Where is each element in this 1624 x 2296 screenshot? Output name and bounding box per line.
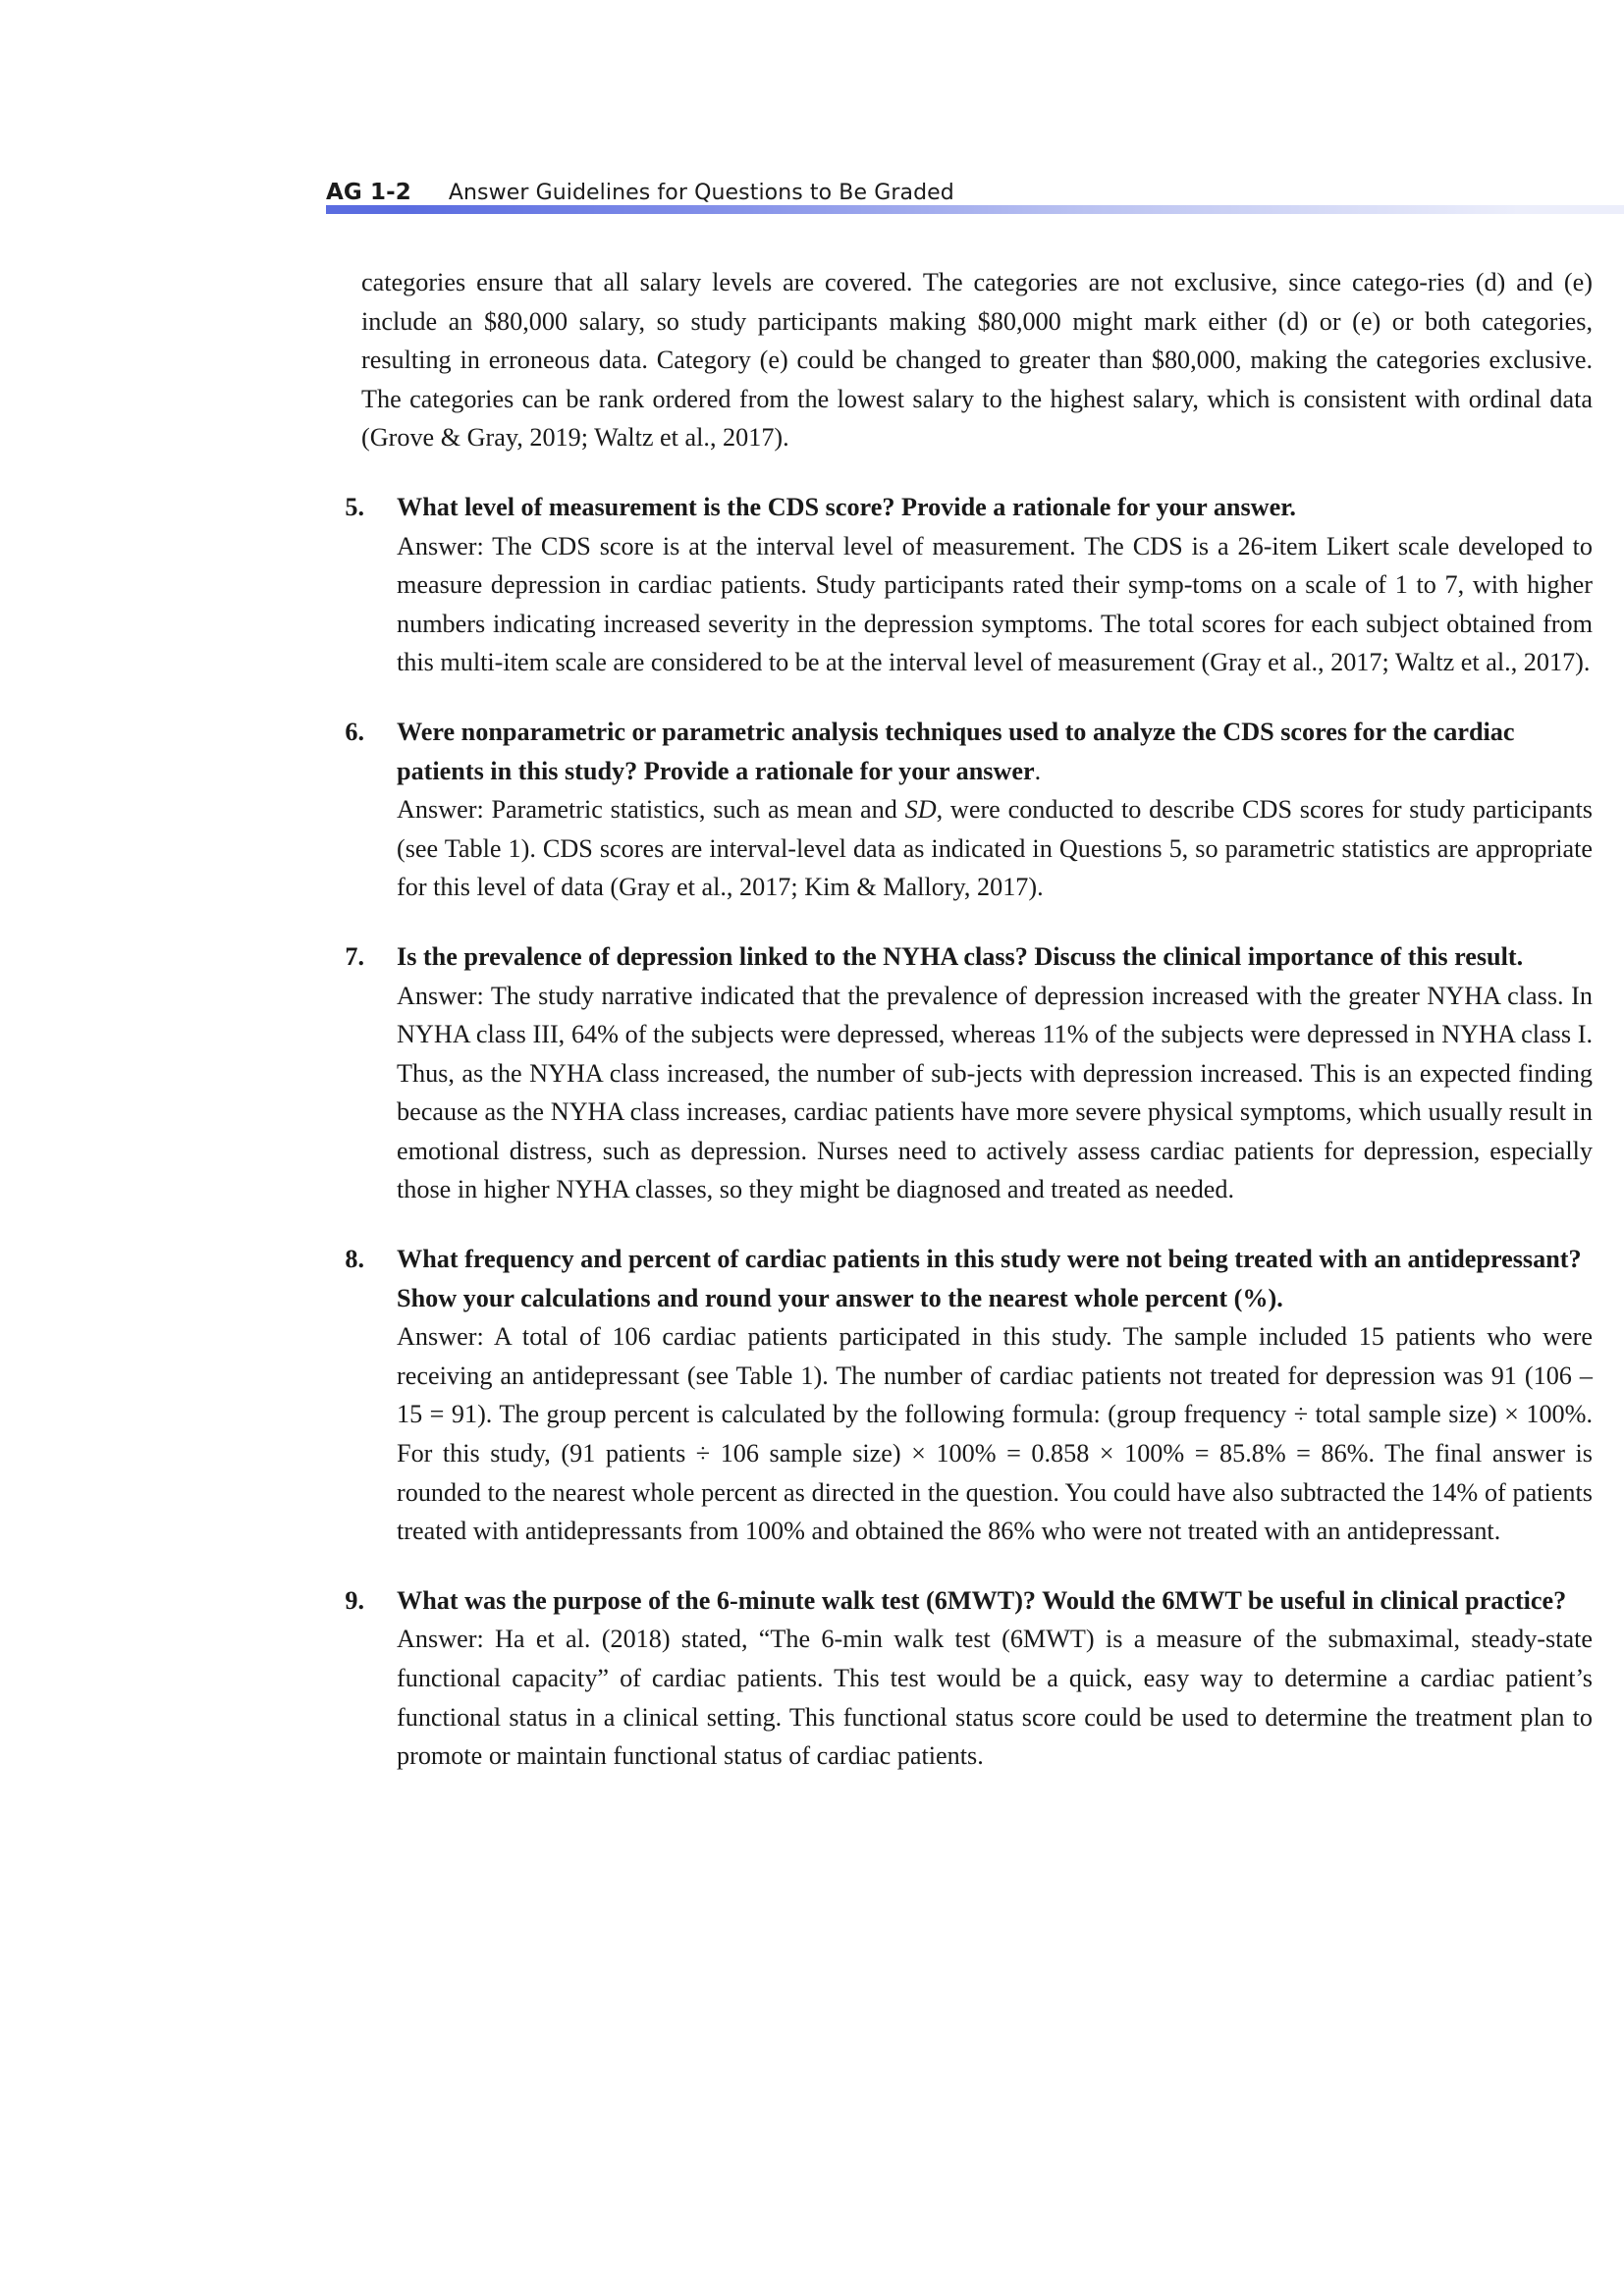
running-head-folio: AG 1-2: [326, 180, 411, 205]
question-block-7: [345, 937, 1593, 1209]
answer-part-1: Answer: The study narrative indicated that the prevalence of depression increased with the greater NYHA class. In NYHA class III, 64% of the subjects were depressed, whereas 11% of the subjects were depressed in NYHA class I. Thus, as the NYHA class increased, the number of sub-jects with depression increased. This is an expected finding because as the NYHA class increases, cardiac patients have more severe physical symptoms, which usually result in emotional distress, such as depression. Nurses need to actively assess cardiac patients for depression, especially those in higher NYHA classes, so they might be diagnosed and treated as needed.: [397, 981, 1593, 1204]
question-prompt: [397, 937, 1593, 977]
question-prompt-bold: What was the purpose of the 6-minute walk test (6MWT)? Would the 6MWT be useful in clinical practice?: [397, 1585, 1567, 1615]
question-answer: [397, 977, 1593, 1210]
question-answer: [397, 1620, 1593, 1775]
answer-part-1: Answer: Parametric statistics, such as mean and: [397, 795, 905, 825]
question-prompt-bold: Is the prevalence of depression linked to the NYHA class? Discuss the clinical importance of this result.: [397, 941, 1524, 971]
answer-part-1: Answer: The CDS score is at the interval level of measurement. The CDS is a 26-item Likert scale developed to measure depression in cardiac patients. Study participants rated their symp-toms on a scale of 1 to 7, with higher numbers indicating increased severity in the depression symptoms. The total scores for each subject obtained from this multi-item scale are considered to be at the interval level of measurement (Gray et al., 2017; Waltz et al., 2017).: [397, 531, 1593, 677]
question-number: 5.: [345, 492, 364, 521]
question-prompt: [397, 713, 1593, 790]
question-prompt: [397, 488, 1593, 527]
question-number: 9.: [345, 1585, 364, 1615]
question-prompt-bold: What level of measurement is the CDS score? Provide a rationale for your answer.: [397, 492, 1296, 521]
question-answer: [397, 1317, 1593, 1551]
running-head-title: Answer Guidelines for Questions to Be Graded: [448, 181, 954, 205]
continued-paragraph: categories ensure that all salary levels are covered. The categories are not exclusive, since catego-ries (d) and (e) include an $80,000 salary, so study participants making $80,000 might mark either (d) or (e) or both categories, resulting in erroneous data. Category (e) could be changed to greater than $80,000, making the categories exclusive. The categories can be rank ordered from the lowest salary to the highest salary, which is consistent with ordinal data (Grove & Gray, 2019; Waltz et al., 2017).: [361, 268, 1593, 453]
question-block-8: [345, 1240, 1593, 1551]
question-prompt-tail: .: [1034, 756, 1042, 785]
question-block-5: [345, 488, 1593, 682]
answer-part-2: , were conducted to describe CDS scores for study participants (see Table 1). CDS scores are interval-level data as indicated in Questions 5, so parametric statistics are appropriate for this level of data (Gray et al., 2017; Kim & Mallory, 2017).: [397, 795, 1593, 902]
text-column: [345, 263, 1593, 1776]
question-answer: [397, 527, 1593, 682]
answer-part-1: Answer: Ha et al. (2018) stated, “The 6-min walk test (6MWT) is a measure of the submaximal, steady-state functional capacity” of cardiac patients. This test would be a quick, easy way to determine a cardiac patient’s functional status in a clinical setting. This functional status score could be used to determine the treatment plan to promote or maintain functional status of cardiac patients.: [397, 1625, 1593, 1771]
question-prompt: [397, 1581, 1593, 1621]
header-gradient-rule: [326, 205, 1624, 214]
question-prompt: [397, 1240, 1593, 1317]
running-head: [326, 165, 1624, 204]
question-block-9: [345, 1581, 1593, 1776]
question-number: 7.: [345, 941, 364, 971]
question-number: 6.: [345, 717, 364, 746]
answer-part-1: Answer: A total of 106 cardiac patients participated in this study. The sample included 15 patients who were receiving an antidepressant (see Table 1). The number of cardiac patients not treated for depression was 91 (106 – 15 = 91). The group percent is calculated by the following formula: (group frequency ÷ total sample size) × 100%. For this study, (91 patients ÷ 106 sample size) × 100% = 0.858 × 100% = 85.8% = 86%. The final answer is rounded to the nearest whole percent as directed in the question. You could have also subtracted the 14% of patients treated with antidepressants from 100% and obtained the 86% who were not treated with an antidepressant.: [397, 1322, 1593, 1546]
question-answer: [397, 790, 1593, 907]
answer-italic: SD: [904, 795, 937, 825]
question-prompt-bold: What frequency and percent of cardiac patients in this study were not being treated with an antidepressant? Show your calculations and round your answer to the nearest whole percent (%).: [397, 1245, 1582, 1312]
question-number: 8.: [345, 1245, 364, 1274]
question-prompt-bold: Were nonparametric or parametric analysis techniques used to analyze the CDS scores for the cardiac patients in this study? Provide a rationale for your answer: [397, 717, 1515, 785]
question-block-6: [345, 713, 1593, 907]
